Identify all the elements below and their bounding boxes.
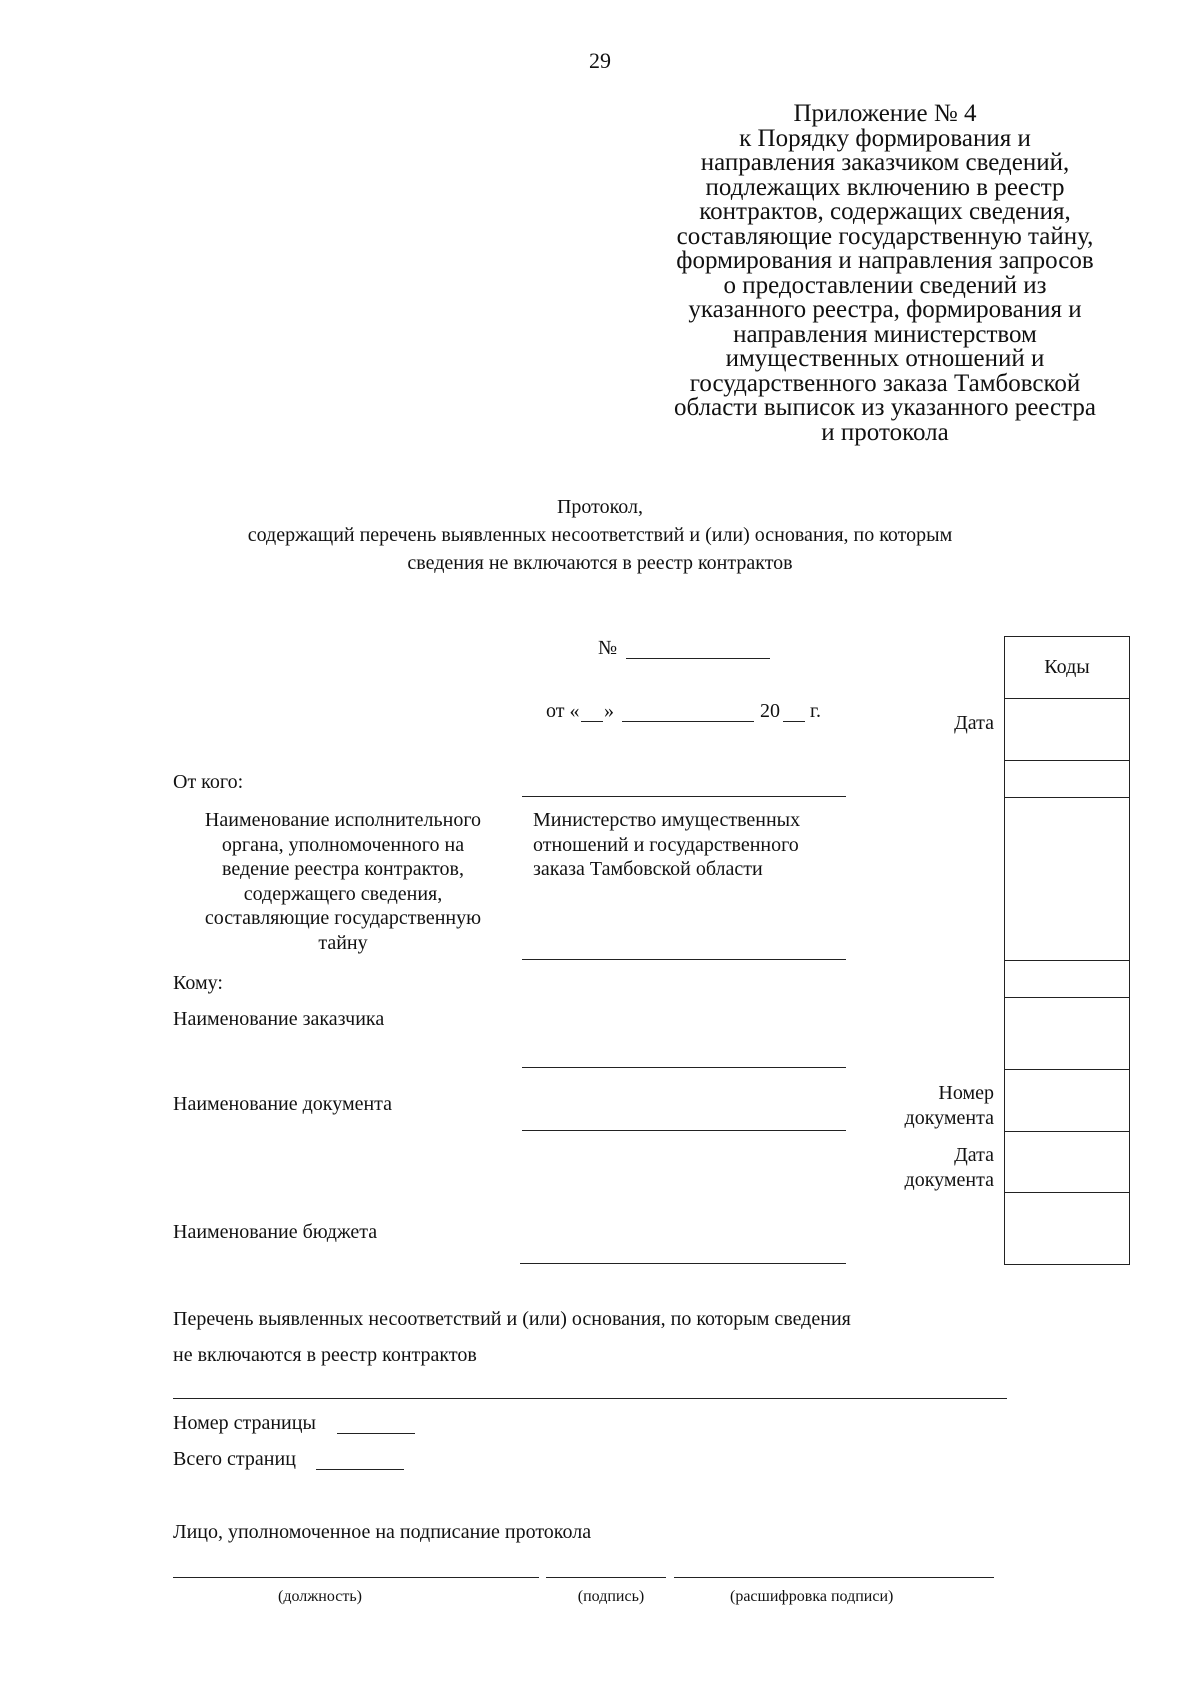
budget-name-label: Наименование бюджета	[173, 1221, 378, 1243]
appendix-line: указанного реестра, формирования и	[688, 296, 1082, 323]
document-subtitle-line: сведения не включаются в реестр контрактов	[407, 552, 793, 574]
appendix-header	[640, 102, 1130, 445]
discrepancies-field-line[interactable]	[173, 1398, 1007, 1399]
page-number-label: Номер страницы	[173, 1412, 316, 1434]
date-mid: »	[604, 700, 614, 722]
appendix-line: о предоставлении сведений из	[723, 271, 1047, 299]
executive-body-label-line: Наименование исполнительного	[204, 809, 482, 831]
signatory-heading: Лицо, уполномоченное на подписание протокола	[173, 1521, 592, 1543]
executive-body-label-line: составляющие государственную	[204, 907, 482, 929]
year-suffix: г.	[810, 700, 821, 722]
customer-name-field-line[interactable]	[522, 1067, 846, 1068]
appendix-line: Приложение № 4	[793, 100, 977, 127]
document-date-label-line: Дата	[954, 1144, 994, 1166]
year-field-line[interactable]	[783, 721, 805, 722]
code-cell[interactable]	[1005, 761, 1130, 798]
document-heading	[150, 493, 1050, 577]
appendix-line: направления заказчиком сведений,	[700, 149, 1070, 176]
executive-body-label-line: органа, уполномоченного на	[221, 833, 465, 856]
number-label: №	[598, 637, 618, 659]
from-field-line[interactable]	[522, 796, 846, 797]
executive-body-label	[178, 808, 508, 955]
code-cell-executive-body[interactable]	[1005, 798, 1130, 961]
code-cell[interactable]	[1005, 961, 1130, 998]
discrepancies-label-line: Перечень выявленных несоответствий и (или) основания, по которым сведения	[173, 1308, 851, 1330]
document-number-label-line: документа	[904, 1106, 994, 1129]
executive-body-field-line[interactable]	[522, 959, 846, 960]
document-subtitle-line: содержащий перечень выявленных несоответствий и (или) основания, по которым	[247, 524, 953, 546]
total-pages-field-line[interactable]	[316, 1469, 404, 1470]
document-date-label	[860, 1143, 994, 1192]
signature-decoding-field-line[interactable]	[674, 1577, 994, 1578]
year-prefix: 20	[760, 700, 780, 722]
code-cell-customer[interactable]	[1005, 998, 1130, 1070]
customer-name-label: Наименование заказчика	[173, 1008, 385, 1030]
codes-header: Коды	[1005, 637, 1130, 699]
document-date-label-line: документа	[904, 1168, 994, 1191]
date-prefix: от «	[546, 700, 580, 722]
number-field-line[interactable]	[626, 658, 770, 659]
ministry-name	[533, 808, 800, 882]
codes-table	[1004, 636, 1130, 1265]
month-field-line[interactable]	[622, 721, 754, 722]
code-cell-date[interactable]	[1005, 699, 1130, 761]
from-label: От кого:	[173, 771, 244, 793]
signature-field-line[interactable]	[546, 1577, 666, 1578]
document-name-field-line[interactable]	[522, 1130, 846, 1131]
appendix-line: к Порядку формирования и	[739, 124, 1031, 152]
total-pages-label: Всего страниц	[173, 1448, 296, 1470]
executive-body-label-line: тайну	[318, 931, 368, 954]
executive-body-label-line: ведение реестра контрактов,	[222, 858, 464, 880]
document-number-label	[860, 1081, 994, 1130]
document-name-label: Наименование документа	[173, 1093, 393, 1115]
ministry-name-line: заказа Тамбовской области	[533, 858, 763, 880]
appendix-line: формирования и направления запросов	[676, 247, 1094, 274]
position-caption: (должность)	[278, 1588, 362, 1605]
appendix-line: государственного заказа Тамбовской	[689, 369, 1081, 397]
appendix-line: подлежащих включению в реестр	[705, 173, 1065, 201]
position-field-line[interactable]	[173, 1577, 539, 1578]
day-field-line[interactable]	[581, 721, 603, 722]
appendix-line: составляющие государственную тайну,	[676, 222, 1094, 250]
to-label: Кому:	[173, 972, 223, 994]
document-number-label-line: Номер	[938, 1082, 994, 1104]
signature-decoding-caption: (расшифровка подписи)	[730, 1588, 894, 1605]
budget-name-field-line[interactable]	[520, 1263, 846, 1264]
appendix-line: направления министерством	[733, 320, 1037, 348]
discrepancies-label-line: не включаются в реестр контрактов	[173, 1344, 477, 1366]
code-cell-budget[interactable]	[1005, 1193, 1130, 1265]
code-cell-document-number[interactable]	[1005, 1070, 1130, 1132]
appendix-line: области выписок из указанного реестра	[674, 394, 1096, 421]
document-title: Протокол,	[556, 496, 644, 518]
appendix-line: имущественных отношений и	[725, 345, 1045, 372]
code-cell-document-date[interactable]	[1005, 1132, 1130, 1193]
page-number-field-line[interactable]	[337, 1433, 415, 1434]
page-number: 29	[589, 48, 611, 73]
appendix-line: и протокола	[821, 418, 949, 446]
appendix-line: контрактов, содержащих сведения,	[699, 198, 1071, 225]
ministry-name-line: Министерство имущественных	[533, 809, 801, 831]
ministry-name-line: отношений и государственного	[533, 833, 799, 856]
executive-body-label-line: содержащего сведения,	[243, 882, 443, 905]
signature-caption: (подпись)	[577, 1588, 645, 1605]
date-label: Дата	[954, 712, 994, 734]
